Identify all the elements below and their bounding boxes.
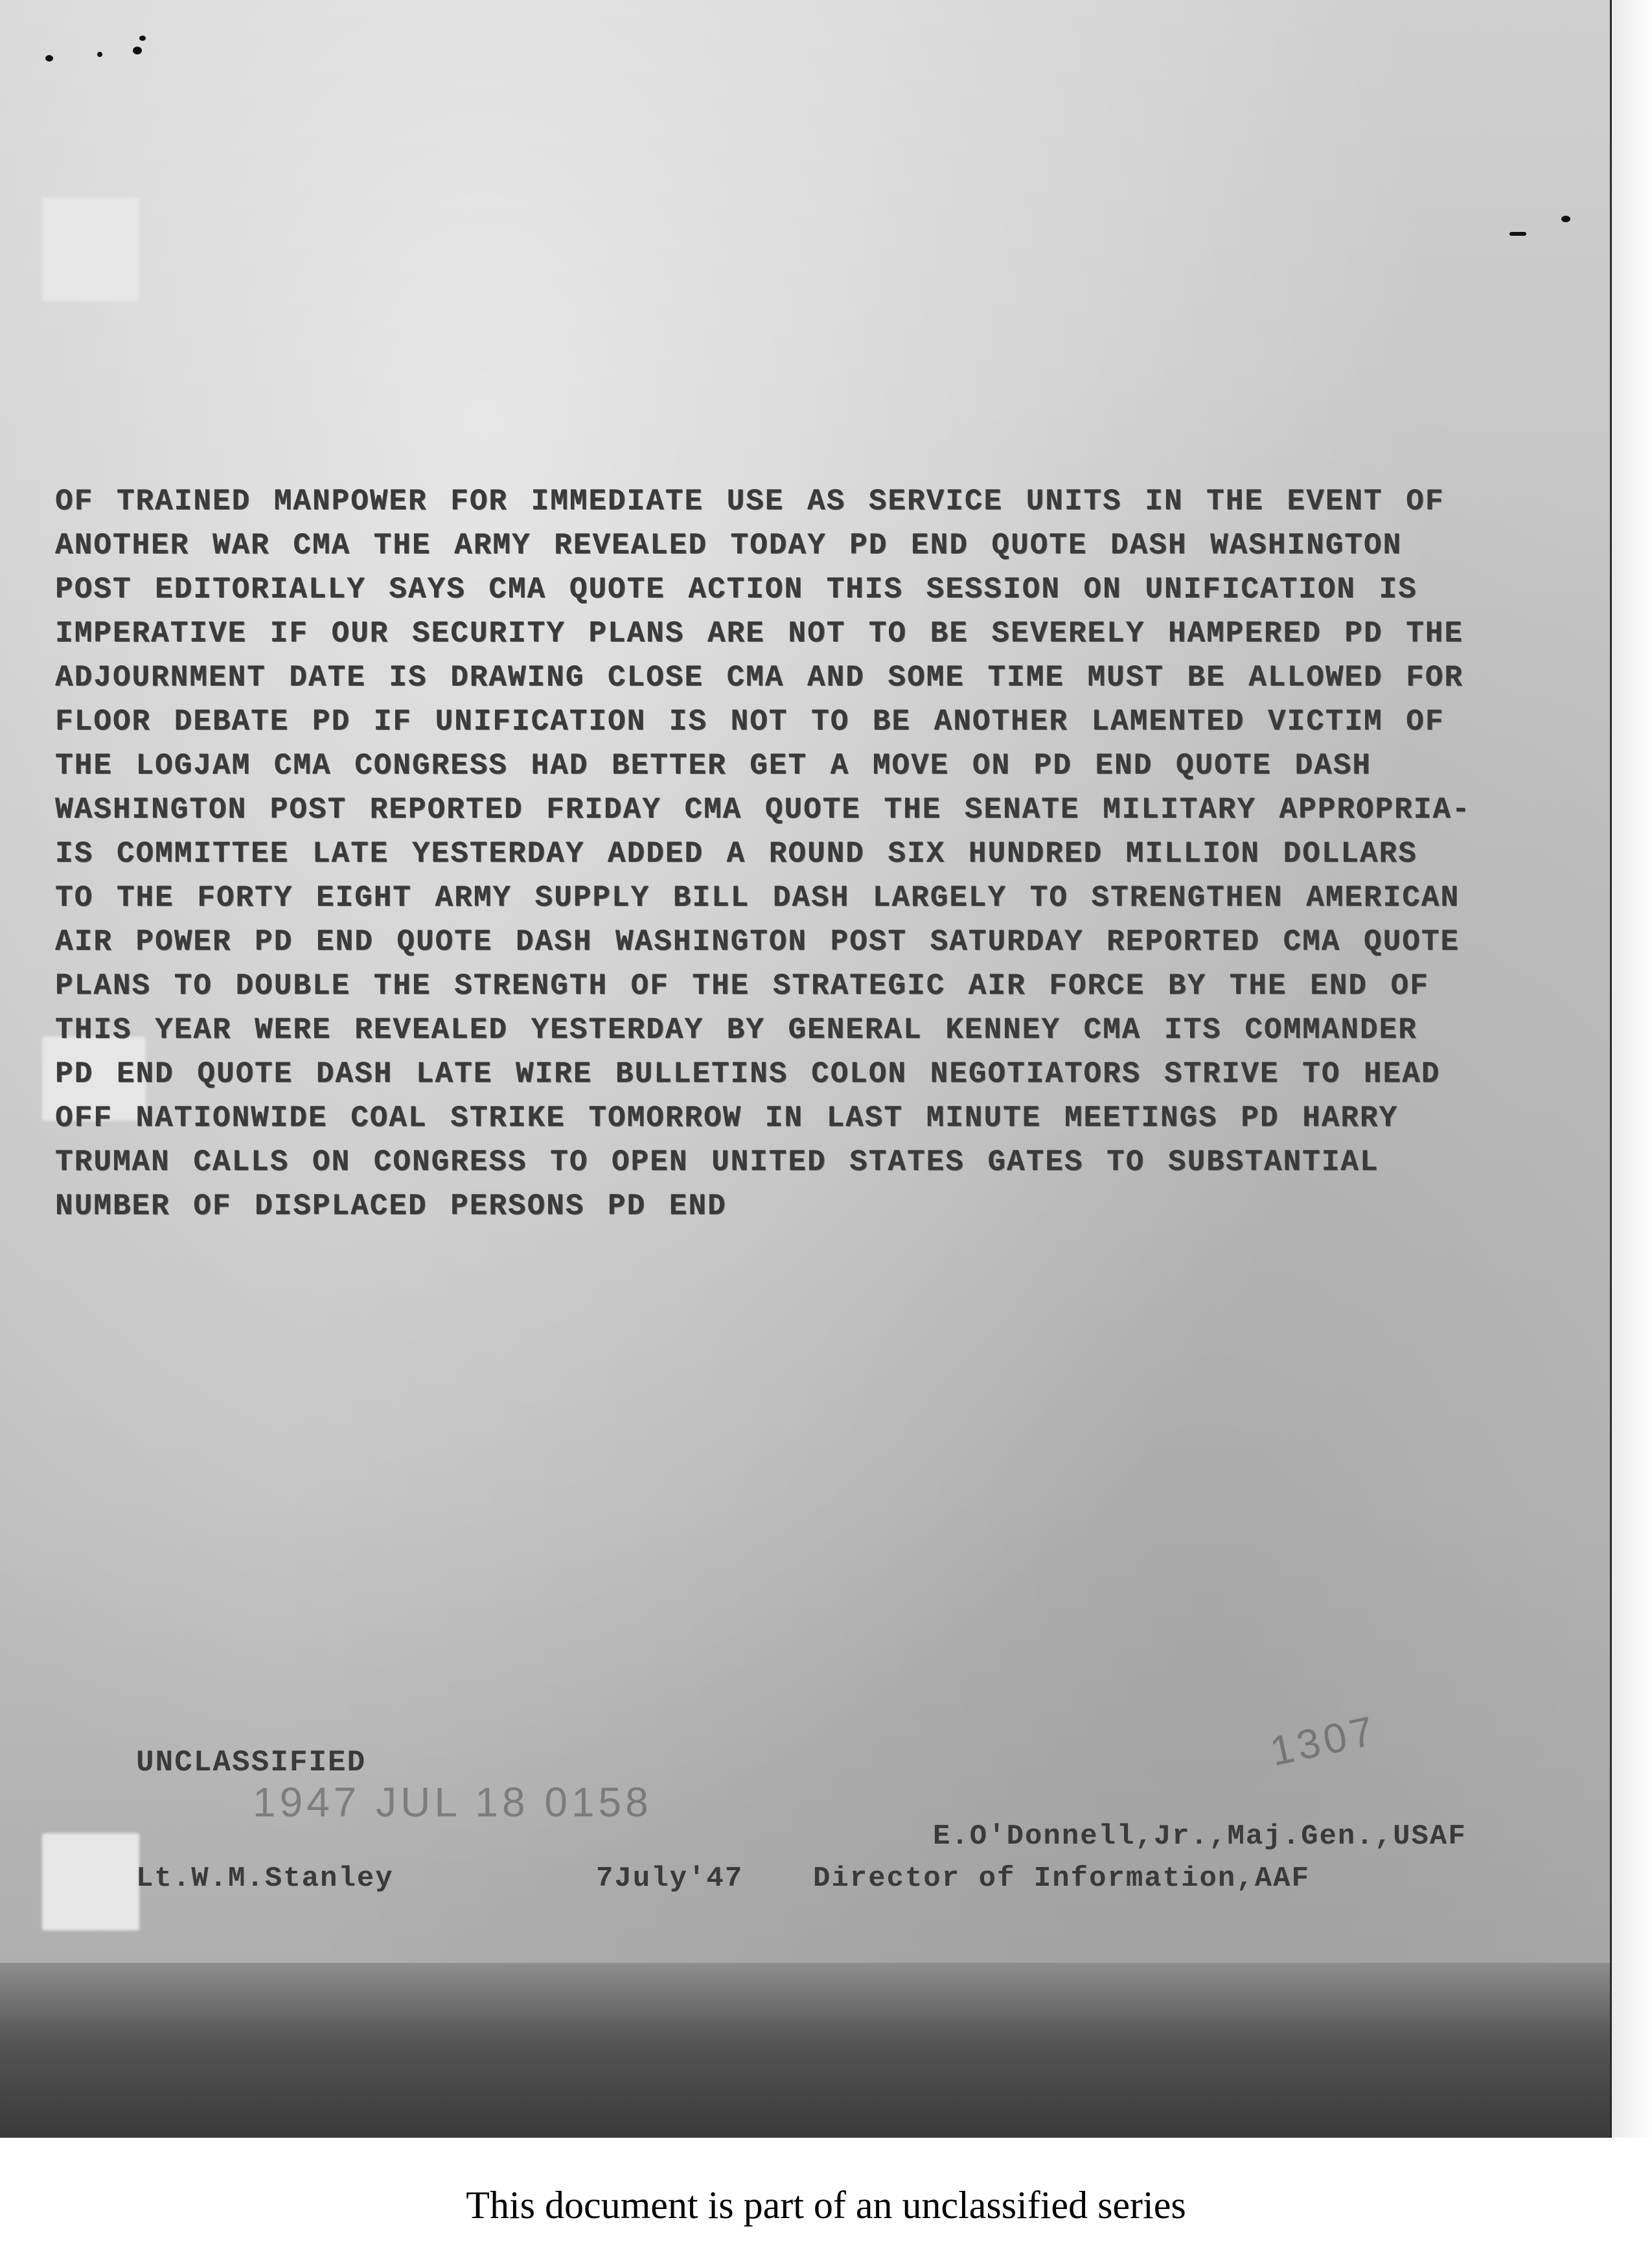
- speck: [1509, 232, 1526, 236]
- body-line: AIR POWER PD END QUOTE DASH WASHINGTON POST SATURDAY REPORTED CMA QUOTE: [55, 925, 1460, 959]
- body-line: POST EDITORIALLY SAYS CMA QUOTE ACTION THIS SESSION ON UNIFICATION IS: [55, 573, 1417, 606]
- time-stamp: 1307: [1266, 1706, 1382, 1775]
- speck: [45, 55, 53, 62]
- originator: Lt.W.M.Stanley: [136, 1862, 394, 1895]
- scan-shadow: [0, 1963, 1610, 2138]
- body-line: TO THE FORTY EIGHT ARMY SUPPLY BILL DASH LARGELY TO STRENGTHEN AMERICAN: [55, 881, 1460, 915]
- classification-marking: UNCLASSIFIED: [136, 1746, 367, 1780]
- body-line: THE LOGJAM CMA CONGRESS HAD BETTER GET A MOVE ON PD END QUOTE DASH: [55, 749, 1371, 783]
- redaction-block: [42, 1833, 139, 1930]
- body-line: TRUMAN CALLS ON CONGRESS TO OPEN UNITED STATES GATES TO SUBSTANTIAL: [55, 1145, 1379, 1179]
- caption: This document is part of an unclassified series: [466, 2184, 1186, 2226]
- body-line: THIS YEAR WERE REVEALED YESTERDAY BY GENERAL KENNEY CMA ITS COMMANDER: [55, 1013, 1417, 1047]
- page-edge: [1610, 0, 1652, 2138]
- body-line: WASHINGTON POST REPORTED FRIDAY CMA QUOTE THE SENATE MILITARY APPROPRIA-: [55, 793, 1471, 827]
- body-line: IS COMMITTEE LATE YESTERDAY ADDED A ROUND SIX HUNDRED MILLION DOLLARS: [55, 837, 1417, 871]
- date: 7July'47: [596, 1862, 744, 1895]
- body-line: FLOOR DEBATE PD IF UNIFICATION IS NOT TO BE ANOTHER LAMENTED VICTIM OF: [55, 705, 1445, 738]
- speck: [97, 52, 102, 57]
- signature-name: E.O'Donnell,Jr.,Maj.Gen.,USAF: [933, 1820, 1467, 1853]
- body-line: PLANS TO DOUBLE THE STRENGTH OF THE STRATEGIC AIR FORCE BY THE END OF: [55, 969, 1429, 1003]
- received-stamp: 1947 JUL 18 0158: [253, 1779, 652, 1825]
- signature-title: Director of Information,AAF: [813, 1862, 1310, 1895]
- body-line: OF TRAINED MANPOWER FOR IMMEDIATE USE AS SERVICE UNITS IN THE EVENT OF: [55, 485, 1445, 518]
- teletype-body: [55, 479, 1597, 1228]
- speck: [1561, 216, 1570, 222]
- redaction-block: [42, 198, 139, 301]
- body-line: ADJOURNMENT DATE IS DRAWING CLOSE CMA AND SOME TIME MUST BE ALLOWED FOR: [55, 661, 1463, 694]
- body-line: ANOTHER WAR CMA THE ARMY REVEALED TODAY PD END QUOTE DASH WASHINGTON: [55, 529, 1403, 562]
- body-line: NUMBER OF DISPLACED PERSONS PD END: [55, 1189, 727, 1223]
- body-line: PD END QUOTE DASH LATE WIRE BULLETINS COLON NEGOTIATORS STRIVE TO HEAD: [55, 1057, 1441, 1091]
- body-line: OFF NATIONWIDE COAL STRIKE TOMORROW IN LAST MINUTE MEETINGS PD HARRY: [55, 1101, 1399, 1135]
- body-line: IMPERATIVE IF OUR SECURITY PLANS ARE NOT TO BE SEVERELY HAMPERED PD THE: [55, 617, 1463, 650]
- speck: [133, 47, 142, 54]
- speck: [139, 36, 146, 41]
